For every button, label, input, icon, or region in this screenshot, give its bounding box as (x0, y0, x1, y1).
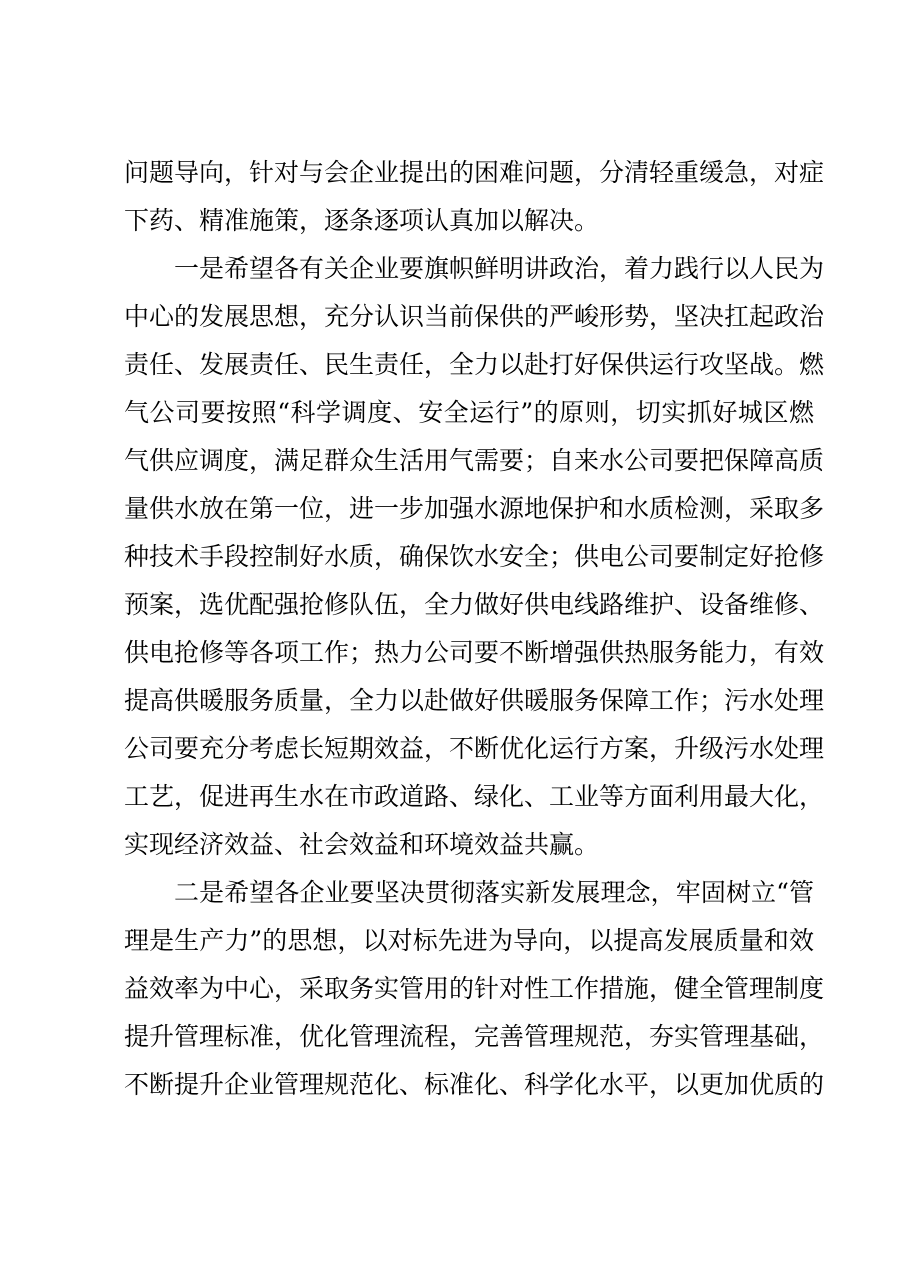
document-body (124, 149, 825, 1109)
text-line: 工艺，促进再生水在市政道路、绿化、工业等方面利用最大化， (124, 782, 825, 811)
text-line: 下药、精准施策，逐条逐项认真加以解决。 (124, 206, 600, 235)
text-line: 种技术手段控制好水质，确保饮水安全；供电公司要制定好抢修 (124, 542, 825, 571)
text-line: 公司要充分考虑长短期效益，不断优化运行方案，升级污水处理 (124, 734, 825, 763)
text-line: 提升管理标准，优化管理流程，完善管理规范，夯实管理基础， (124, 1022, 825, 1051)
text-line: 益效率为中心，采取务实管用的针对性工作措施，健全管理制度 (124, 974, 825, 1003)
text-line: 气供应调度，满足群众生活用气需要；自来水公司要把保障高质 (124, 446, 825, 475)
text-line: 供电抢修等各项工作；热力公司要不断增强供热服务能力，有效 (124, 638, 825, 667)
text-line: 理是生产力”的思想，以对标先进为导向，以提高发展质量和效 (124, 926, 814, 955)
text-line: 二是希望各企业要坚决贯彻落实新发展理念，牢固树立“管 (174, 878, 814, 907)
text-line: 不断提升企业管理规范化、标准化、科学化水平，以更加优质的 (124, 1070, 825, 1099)
text-line: 问题导向，针对与会企业提出的困难问题，分清轻重缓急，对症 (124, 158, 825, 187)
text-line: 预案，选优配强抢修队伍，全力做好供电线路维护、设备维修、 (124, 590, 825, 619)
paragraph-1 (124, 149, 825, 245)
text-line: 实现经济效益、社会效益和环境效益共赢。 (124, 830, 600, 859)
text-line: 责任、发展责任、民生责任，全力以赴打好保供运行攻坚战。燃 (124, 350, 825, 379)
paragraph-2 (124, 245, 825, 869)
paragraph-3 (124, 869, 825, 1109)
text-line: 中心的发展思想，充分认识当前保供的严峻形势，坚决扛起政治 (124, 302, 825, 331)
text-line: 气公司要按照“科学调度、安全运行”的原则，切实抓好城区燃 (124, 398, 814, 427)
text-line: 量供水放在第一位，进一步加强水源地保护和水质检测，采取多 (124, 494, 825, 523)
text-line: 一是希望各有关企业要旗帜鲜明讲政治，着力践行以人民为 (174, 254, 825, 283)
text-line: 提高供暖服务质量，全力以赴做好供暖服务保障工作；污水处理 (124, 686, 825, 715)
